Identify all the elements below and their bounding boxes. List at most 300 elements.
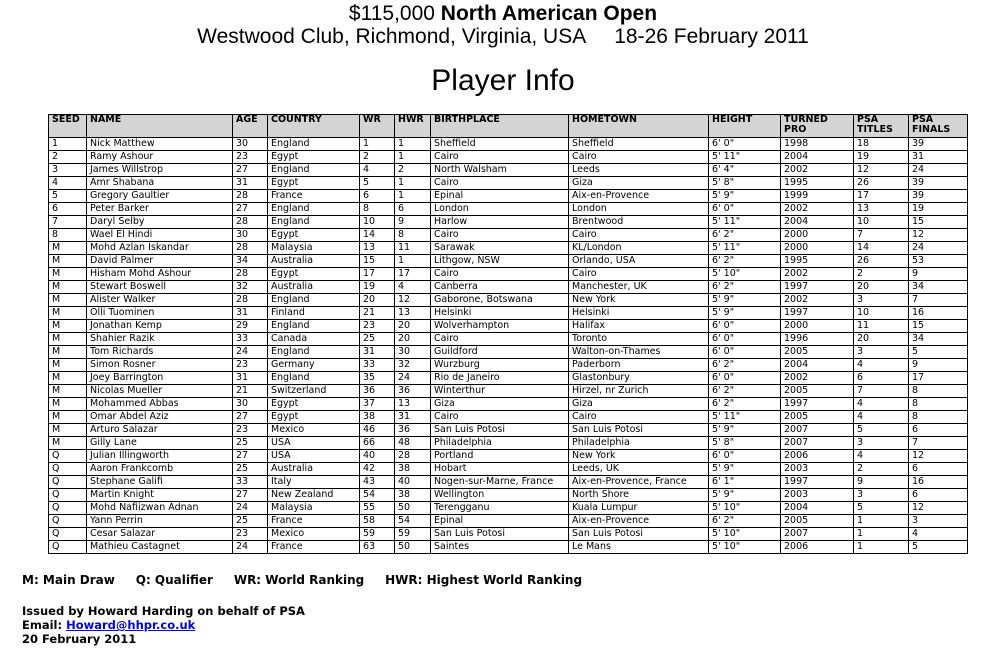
table-cell: 40	[395, 476, 431, 489]
table-cell: 12	[854, 164, 909, 177]
table-cell: 5' 10"	[709, 502, 781, 515]
table-cell: Cairo	[431, 177, 569, 190]
table-cell: 6' 4"	[709, 164, 781, 177]
table-cell: 17	[854, 190, 909, 203]
table-cell: 7	[854, 229, 909, 242]
column-header: SEED	[49, 115, 87, 138]
table-cell: 2	[360, 151, 395, 164]
table-cell: 26	[854, 177, 909, 190]
table-cell: 2	[854, 463, 909, 476]
table-cell: Harlow	[431, 216, 569, 229]
table-cell: England	[268, 294, 360, 307]
table-cell: Q	[49, 489, 87, 502]
table-cell: England	[268, 138, 360, 151]
table-cell: 1	[854, 515, 909, 528]
table-cell: 32	[395, 359, 431, 372]
table-cell: Aaron Frankcomb	[87, 463, 233, 476]
table-row	[49, 281, 968, 294]
table-cell: 20	[360, 294, 395, 307]
table-cell: Egypt	[268, 177, 360, 190]
table-cell: 6' 2"	[709, 359, 781, 372]
table-row	[49, 502, 968, 515]
table-cell: M	[49, 424, 87, 437]
table-row	[49, 385, 968, 398]
table-cell: 6	[909, 489, 968, 502]
table-cell: Aix-en-Provence, France	[569, 476, 709, 489]
table-cell: Mohammed Abbas	[87, 398, 233, 411]
table-row	[49, 372, 968, 385]
table-cell: Hirzel, nr Zurich	[569, 385, 709, 398]
table-cell: Alister Walker	[87, 294, 233, 307]
column-header: HOMETOWN	[569, 115, 709, 138]
table-row	[49, 151, 968, 164]
table-cell: Mohd Nafiizwan Adnan	[87, 502, 233, 515]
table-row	[49, 359, 968, 372]
table-cell: 32	[233, 281, 268, 294]
table-cell: 40	[360, 450, 395, 463]
table-cell: Daryl Selby	[87, 216, 233, 229]
table-cell: Nicolas Mueller	[87, 385, 233, 398]
table-cell: 31	[233, 177, 268, 190]
table-cell: 3	[854, 489, 909, 502]
table-cell: Aix-en-Provence	[569, 190, 709, 203]
table-cell: Egypt	[268, 398, 360, 411]
table-row	[49, 190, 968, 203]
table-cell: 28	[233, 268, 268, 281]
table-cell: 2005	[781, 411, 854, 424]
table-cell: 20	[854, 281, 909, 294]
table-cell: Cairo	[431, 151, 569, 164]
table-cell: 4	[909, 528, 968, 541]
table-cell: Tom Richards	[87, 346, 233, 359]
table-cell: 6' 1"	[709, 476, 781, 489]
table-cell: M	[49, 359, 87, 372]
table-cell: 55	[360, 502, 395, 515]
table-cell: 6' 2"	[709, 398, 781, 411]
table-cell: 6' 0"	[709, 450, 781, 463]
table-cell: 1999	[781, 190, 854, 203]
prize-money: $115,000	[348, 2, 435, 25]
table-cell: 7	[854, 385, 909, 398]
table-cell: 28	[233, 190, 268, 203]
table-cell: 17	[360, 268, 395, 281]
table-cell: New York	[569, 294, 709, 307]
table-cell: 1995	[781, 255, 854, 268]
table-cell: San Luis Potosi	[431, 528, 569, 541]
table-cell: 6' 2"	[709, 515, 781, 528]
table-cell: 4	[854, 450, 909, 463]
table-cell: Wellington	[431, 489, 569, 502]
table-row	[49, 242, 968, 255]
table-cell: Cairo	[569, 268, 709, 281]
table-cell: Egypt	[268, 151, 360, 164]
table-row	[49, 203, 968, 216]
table-cell: 14	[360, 229, 395, 242]
table-cell: 1997	[781, 398, 854, 411]
table-cell: 11	[854, 320, 909, 333]
table-cell: Julian Illingworth	[87, 450, 233, 463]
column-header: AGE	[233, 115, 268, 138]
table-cell: 34	[909, 281, 968, 294]
issued-block	[22, 604, 305, 646]
table-cell: Mathieu Castagnet	[87, 541, 233, 554]
table-cell: Kuala Lumpur	[569, 502, 709, 515]
table-cell: Stewart Boswell	[87, 281, 233, 294]
table-cell: 28	[233, 294, 268, 307]
table-cell: Sarawak	[431, 242, 569, 255]
table-cell: 30	[233, 138, 268, 151]
table-cell: Nick Matthew	[87, 138, 233, 151]
table-cell: 34	[233, 255, 268, 268]
table-cell: 2	[395, 164, 431, 177]
table-cell: Omar Abdel Aziz	[87, 411, 233, 424]
table-cell: M	[49, 385, 87, 398]
table-cell: Helsinki	[569, 307, 709, 320]
table-cell: 15	[909, 216, 968, 229]
event-dates: 18-26 February 2011	[614, 25, 809, 48]
table-cell: 5	[909, 346, 968, 359]
table-cell: 28	[233, 242, 268, 255]
column-header: NAME	[87, 115, 233, 138]
table-cell: Amr Shabana	[87, 177, 233, 190]
table-cell: Stephane Galifi	[87, 476, 233, 489]
table-cell: 5' 9"	[709, 294, 781, 307]
column-header: TURNED PRO	[781, 115, 854, 138]
table-cell: 1995	[781, 177, 854, 190]
table-cell: Olli Tuominen	[87, 307, 233, 320]
table-cell: Gaborone, Botswana	[431, 294, 569, 307]
table-cell: 4	[854, 411, 909, 424]
table-cell: Ramy Ashour	[87, 151, 233, 164]
table-cell: 1	[395, 190, 431, 203]
table-cell: 2004	[781, 502, 854, 515]
table-cell: Philadelphia	[431, 437, 569, 450]
table-cell: 2000	[781, 242, 854, 255]
table-cell: 24	[395, 372, 431, 385]
table-cell: 38	[360, 411, 395, 424]
table-cell: M	[49, 346, 87, 359]
table-cell: 6' 0"	[709, 138, 781, 151]
table-cell: 9	[909, 268, 968, 281]
issued-by: Issued by Howard Harding on behalf of PSA	[22, 604, 305, 618]
table-cell: 1997	[781, 476, 854, 489]
table-cell: Gilly Lane	[87, 437, 233, 450]
table-cell: M	[49, 281, 87, 294]
table-cell: 2004	[781, 151, 854, 164]
table-cell: Manchester, UK	[569, 281, 709, 294]
table-cell: 6	[395, 203, 431, 216]
page-title: Player Info	[431, 64, 575, 97]
table-cell: Epinal	[431, 190, 569, 203]
table-cell: 54	[395, 515, 431, 528]
table-cell: Gregory Gaultier	[87, 190, 233, 203]
table-cell: 7	[909, 294, 968, 307]
table-cell: M	[49, 398, 87, 411]
table-cell: 2007	[781, 437, 854, 450]
table-cell: Q	[49, 463, 87, 476]
table-cell: Q	[49, 515, 87, 528]
table-cell: 50	[395, 502, 431, 515]
table-cell: Rio de Janeiro	[431, 372, 569, 385]
table-cell: 6' 0"	[709, 320, 781, 333]
table-cell: Wael El Hindi	[87, 229, 233, 242]
table-cell: 2000	[781, 229, 854, 242]
table-cell: 2006	[781, 541, 854, 554]
table-cell: Sheffield	[569, 138, 709, 151]
table-cell: 31	[233, 372, 268, 385]
table-cell: 4	[854, 398, 909, 411]
table-cell: M	[49, 255, 87, 268]
table-cell: 1997	[781, 307, 854, 320]
table-cell: M	[49, 333, 87, 346]
table-cell: 2000	[781, 320, 854, 333]
table-cell: Martin Knight	[87, 489, 233, 502]
table-cell: Cesar Salazar	[87, 528, 233, 541]
table-cell: Hobart	[431, 463, 569, 476]
table-cell: France	[268, 541, 360, 554]
table-cell: 11	[395, 242, 431, 255]
table-cell: 14	[854, 242, 909, 255]
table-cell: Winterthur	[431, 385, 569, 398]
table-row	[49, 294, 968, 307]
table-cell: 42	[360, 463, 395, 476]
venue-line	[0, 25, 1006, 49]
table-cell: Orlando, USA	[569, 255, 709, 268]
table-cell: Shahier Razik	[87, 333, 233, 346]
table-cell: 50	[395, 541, 431, 554]
table-cell: Halifax	[569, 320, 709, 333]
table-cell: 2002	[781, 294, 854, 307]
column-header: COUNTRY	[268, 115, 360, 138]
table-cell: Malaysia	[268, 242, 360, 255]
table-cell: 5	[854, 502, 909, 515]
table-cell: Italy	[268, 476, 360, 489]
table-row	[49, 333, 968, 346]
table-cell: 5' 11"	[709, 242, 781, 255]
table-cell: 27	[233, 489, 268, 502]
table-cell: 6' 0"	[709, 203, 781, 216]
table-cell: Cairo	[431, 268, 569, 281]
legend: M: Main Draw Q: Qualifier WR: World Ranking HWR: Highest World Ranking	[22, 573, 583, 587]
player-info-table	[48, 114, 968, 554]
table-cell: New Zealand	[268, 489, 360, 502]
table-cell: 5' 9"	[709, 489, 781, 502]
table-cell: 10	[360, 216, 395, 229]
table-cell: Sheffield	[431, 138, 569, 151]
table-cell: 10	[854, 307, 909, 320]
table-cell: 46	[360, 424, 395, 437]
issued-date: 20 February 2011	[22, 632, 137, 646]
email-link[interactable]: Howard@hhpr.co.uk	[66, 618, 196, 632]
event-heading	[0, 2, 1006, 26]
table-cell: Paderborn	[569, 359, 709, 372]
table-cell: 12	[395, 294, 431, 307]
table-cell: 6	[49, 203, 87, 216]
table-cell: 6	[909, 424, 968, 437]
table-cell: 5' 11"	[709, 411, 781, 424]
table-cell: Giza	[569, 177, 709, 190]
table-cell: New York	[569, 450, 709, 463]
column-header: HEIGHT	[709, 115, 781, 138]
table-cell: 23	[233, 528, 268, 541]
table-cell: Q	[49, 528, 87, 541]
table-cell: 36	[395, 385, 431, 398]
table-cell: 1997	[781, 281, 854, 294]
table-cell: 5' 10"	[709, 268, 781, 281]
table-cell: 18	[854, 138, 909, 151]
table-cell: 5' 9"	[709, 424, 781, 437]
table-cell: 23	[360, 320, 395, 333]
table-cell: Philadelphia	[569, 437, 709, 450]
table-cell: 12	[909, 502, 968, 515]
table-cell: Leeds	[569, 164, 709, 177]
table-cell: 8	[909, 398, 968, 411]
table-cell: 23	[233, 151, 268, 164]
table-cell: USA	[268, 437, 360, 450]
table-row	[49, 216, 968, 229]
table-cell: 25	[360, 333, 395, 346]
table-cell: 63	[360, 541, 395, 554]
table-cell: Mexico	[268, 528, 360, 541]
table-cell: North Walsham	[431, 164, 569, 177]
table-cell: Cairo	[569, 229, 709, 242]
table-cell: Le Mans	[569, 541, 709, 554]
table-cell: 19	[909, 203, 968, 216]
table-cell: M	[49, 437, 87, 450]
table-cell: 6	[360, 190, 395, 203]
table-cell: 1	[854, 528, 909, 541]
table-cell: North Shore	[569, 489, 709, 502]
table-cell: 38	[395, 463, 431, 476]
table-cell: England	[268, 216, 360, 229]
table-cell: 12	[909, 450, 968, 463]
table-row	[49, 398, 968, 411]
table-cell: M	[49, 242, 87, 255]
table-cell: 8	[909, 385, 968, 398]
table-row	[49, 463, 968, 476]
table-cell: 2006	[781, 450, 854, 463]
table-cell: Simon Rosner	[87, 359, 233, 372]
table-row	[49, 437, 968, 450]
table-cell: 24	[909, 242, 968, 255]
table-cell: USA	[268, 450, 360, 463]
table-cell: 31	[909, 151, 968, 164]
table-cell: Mohd Azlan Iskandar	[87, 242, 233, 255]
table-cell: Egypt	[268, 229, 360, 242]
table-cell: M	[49, 307, 87, 320]
table-cell: 2003	[781, 463, 854, 476]
table-cell: 48	[395, 437, 431, 450]
table-cell: England	[268, 372, 360, 385]
table-row	[49, 320, 968, 333]
table-cell: 9	[909, 359, 968, 372]
table-cell: 39	[909, 177, 968, 190]
table-cell: 3	[854, 294, 909, 307]
table-cell: 3	[854, 437, 909, 450]
table-row	[49, 164, 968, 177]
table-cell: 23	[233, 424, 268, 437]
table-cell: 39	[909, 190, 968, 203]
table-cell: Jonathan Kemp	[87, 320, 233, 333]
table-cell: 27	[233, 203, 268, 216]
table-cell: 8	[49, 229, 87, 242]
table-cell: England	[268, 164, 360, 177]
table-cell: 6	[909, 463, 968, 476]
table-cell: Canada	[268, 333, 360, 346]
table-cell: 13	[854, 203, 909, 216]
table-cell: Toronto	[569, 333, 709, 346]
table-cell: Germany	[268, 359, 360, 372]
table-cell: Mexico	[268, 424, 360, 437]
table-cell: 3	[49, 164, 87, 177]
table-cell: 27	[233, 450, 268, 463]
table-cell: 59	[395, 528, 431, 541]
table-cell: Egypt	[268, 268, 360, 281]
table-cell: Yann Perrin	[87, 515, 233, 528]
table-cell: 25	[233, 463, 268, 476]
table-cell: England	[268, 320, 360, 333]
table-cell: Hisham Mohd Ashour	[87, 268, 233, 281]
table-cell: 5	[49, 190, 87, 203]
table-cell: 1996	[781, 333, 854, 346]
table-row	[49, 307, 968, 320]
table-row	[49, 476, 968, 489]
table-cell: 36	[395, 424, 431, 437]
table-cell: Canberra	[431, 281, 569, 294]
table-cell: 2002	[781, 203, 854, 216]
table-cell: 24	[909, 164, 968, 177]
table-cell: 17	[909, 372, 968, 385]
table-cell: 6' 0"	[709, 372, 781, 385]
table-row	[49, 268, 968, 281]
table-cell: 2005	[781, 346, 854, 359]
table-cell: 13	[395, 398, 431, 411]
table-row	[49, 528, 968, 541]
table-cell: Egypt	[268, 411, 360, 424]
table-cell: Q	[49, 450, 87, 463]
table-cell: 20	[395, 320, 431, 333]
table-cell: James Willstrop	[87, 164, 233, 177]
table-cell: 9	[854, 476, 909, 489]
column-header: HWR	[395, 115, 431, 138]
table-cell: Cairo	[431, 333, 569, 346]
table-cell: San Luis Potosi	[569, 424, 709, 437]
table-cell: KL/London	[569, 242, 709, 255]
table-cell: 6' 2"	[709, 281, 781, 294]
table-cell: Cairo	[569, 151, 709, 164]
table-cell: 20	[395, 333, 431, 346]
table-cell: 5' 8"	[709, 437, 781, 450]
email-line	[22, 618, 305, 632]
table-row	[49, 411, 968, 424]
table-cell: 6	[854, 372, 909, 385]
table-cell: 54	[360, 489, 395, 502]
table-cell: 6' 2"	[709, 229, 781, 242]
table-cell: 5' 10"	[709, 528, 781, 541]
table-cell: 12	[909, 229, 968, 242]
table-cell: 13	[360, 242, 395, 255]
table-cell: 4	[360, 164, 395, 177]
table-cell: 31	[233, 307, 268, 320]
table-cell: 66	[360, 437, 395, 450]
table-cell: 3	[909, 515, 968, 528]
table-cell: 37	[360, 398, 395, 411]
table-cell: 2004	[781, 359, 854, 372]
table-cell: 2002	[781, 268, 854, 281]
table-cell: Giza	[569, 398, 709, 411]
table-row	[49, 489, 968, 502]
table-cell: 28	[395, 450, 431, 463]
